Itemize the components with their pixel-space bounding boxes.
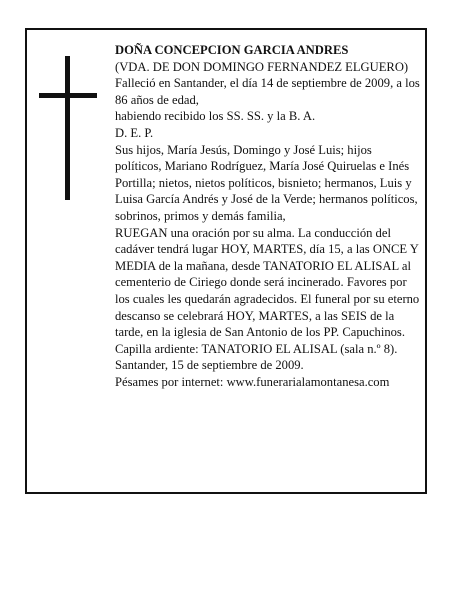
day-text-second: , a las <box>308 308 342 323</box>
hoy-martes-second: HOY, MARTES <box>226 308 309 323</box>
funeral-details <box>115 225 421 358</box>
rip-line: D. E. P. <box>115 125 154 140</box>
morning-text: de la mañana, desde <box>155 258 264 273</box>
sala-text: (sala n.º 8). <box>337 341 398 356</box>
obituary-notice <box>25 28 427 494</box>
cross-icon <box>39 56 99 200</box>
obituary-text <box>115 42 421 390</box>
widow-line: (VDA. DE DON DOMINGO FERNANDEZ ELGUERO) <box>115 59 409 74</box>
date-line: Santander, 15 de septiembre de 2009. <box>115 358 304 373</box>
cemetery-text: al cementerio de Ciriego donde será incinerado. Favores por los cuales les quedarán agradecidos. El funeral por su eterno descanso se celebrará <box>115 258 420 323</box>
cross-horizontal-bar <box>39 93 97 98</box>
tanatorio-first: TANATORIO EL ALISAL <box>263 258 399 273</box>
church-text: de la tarde, en la iglesia de San Antonio de los PP. Capuchinos. Capilla ardiente: <box>115 308 405 356</box>
once-y-media: ONCE Y MEDIA <box>115 242 419 273</box>
ruegan-rest: una oración por su alma. La conducción del cadáver tendrá lugar <box>115 225 391 257</box>
condolence-line: Pésames por internet: www.funerarialamontanesa.com <box>115 374 390 389</box>
ruegan-word: RUEGAN <box>115 225 168 240</box>
seis-word: SEIS <box>341 308 367 323</box>
deceased-name: DOÑA CONCEPCION GARCIA ANDRES <box>115 43 349 57</box>
hoy-martes-first: HOY, MARTES <box>220 242 304 257</box>
sacraments-line: habiendo recibido los SS. SS. y la B. A. <box>115 109 316 124</box>
day-text-first: , día 15, a las <box>303 242 373 257</box>
family-line: Sus hijos, María Jesús, Domingo y José Luis; hijos políticos, Mariano Rodríguez, María José Quiruelas e Inés Portilla; nietos, nietos políticos, bisnieto; hermanos, Luis y Luisa García Andrés y José de la Verde; hermanos políticos, sobrinos, primos y demás familia, <box>115 142 418 223</box>
death-line: Falleció en Santander, el día 14 de septiembre de 2009, a los 86 años de edad, <box>115 76 420 107</box>
cross-vertical-bar <box>65 56 70 200</box>
tanatorio-second: TANATORIO EL ALISAL <box>201 341 338 356</box>
